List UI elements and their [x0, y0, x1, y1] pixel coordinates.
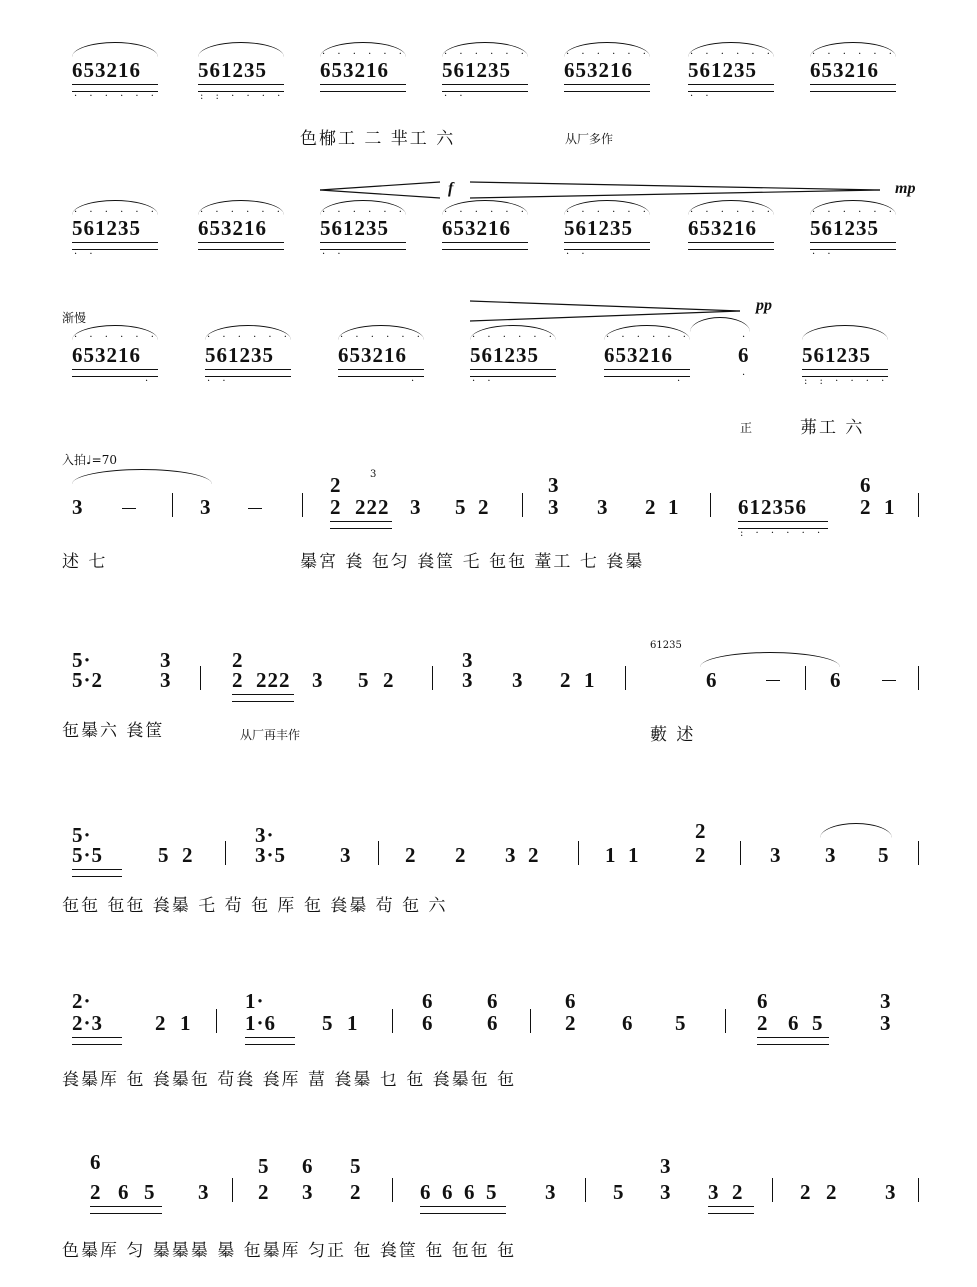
note-high: 5· [72, 823, 92, 847]
note: 3 [660, 1180, 672, 1204]
note: 2 [330, 495, 342, 519]
note: 5 [144, 1180, 156, 1204]
note-group: 653216 [564, 58, 633, 82]
note: 2 [232, 668, 244, 692]
note: 6 [788, 1011, 800, 1035]
note-group: 653216 [198, 216, 267, 240]
note: 2 [732, 1180, 744, 1204]
crescendo-hairpin [320, 180, 920, 200]
note: 3 [545, 1180, 557, 1204]
note-group: 561235 [564, 216, 633, 240]
note: 2 [565, 1011, 577, 1035]
note-high: 6 [302, 1154, 314, 1178]
note-group: 561235 [688, 58, 757, 82]
note: 2·3 [72, 1011, 104, 1035]
note-high: 3 [160, 648, 172, 672]
note: 3·5 [255, 843, 287, 867]
note: 2 [478, 495, 490, 519]
note-group: 561235 [442, 58, 511, 82]
note: 1 [347, 1011, 359, 1035]
note: 2 [405, 843, 417, 867]
note: 6 [487, 1011, 499, 1035]
note-high: 3 [462, 648, 474, 672]
note: 3 [825, 843, 837, 867]
tablature-row: 曓宮 㷃 㐌匀 㷃筐 乇 㐌㐌 蕫工 七 㷃曓 [300, 552, 645, 572]
note: 5 [455, 495, 467, 519]
note-single: 6 [738, 343, 750, 367]
note: 3 [548, 495, 560, 519]
note: 2 [155, 1011, 167, 1035]
note: 2 [455, 843, 467, 867]
note-high: 2 [330, 473, 342, 497]
note: 3 [72, 495, 84, 519]
note: 2 [826, 1180, 838, 1204]
note-high: 5· [72, 648, 92, 672]
note-high: 6 [860, 473, 872, 497]
note: 3 [708, 1180, 720, 1204]
note-group: 653216 [810, 58, 879, 82]
note: 3 [885, 1180, 897, 1204]
note: 5 [322, 1011, 334, 1035]
note-high: 3· [255, 823, 275, 847]
note-high: 3 [660, 1154, 672, 1178]
note: 3 [505, 843, 517, 867]
note-group: 222 [256, 668, 291, 692]
note-high: 6 [487, 989, 499, 1013]
note: 2 [528, 843, 540, 867]
note: 1 [628, 843, 640, 867]
note-high: 3 [880, 989, 892, 1013]
note: 1·6 [245, 1011, 277, 1035]
tablature-row: 藪 述 [650, 725, 696, 745]
note-group: 561235 [810, 216, 879, 240]
note: 6 [442, 1180, 454, 1204]
note: 6 [622, 1011, 634, 1035]
note: 5 [812, 1011, 824, 1035]
note: 5·5 [72, 843, 104, 867]
note-high: 3 [548, 473, 560, 497]
note: 6 [422, 1011, 434, 1035]
note: 1 [884, 495, 896, 519]
note: 2 [757, 1011, 769, 1035]
note: 2 [560, 668, 572, 692]
tablature-row: 述 七 [62, 552, 108, 572]
note: 2 [695, 843, 707, 867]
tempo-marking: 入拍♩=70 [62, 453, 117, 467]
note-high: 2 [695, 819, 707, 843]
note-group: 222 [355, 495, 390, 519]
note: 3 [200, 495, 212, 519]
note-group: 653216 [604, 343, 673, 367]
note-high: 6 [422, 989, 434, 1013]
note: 5 [878, 843, 890, 867]
tablature-row: 色㮋工 二 芈工 六 [300, 129, 456, 149]
note: 1 [584, 668, 596, 692]
note: 3 [302, 1180, 314, 1204]
performance-note: 从厂多作 [565, 132, 614, 146]
note: 2 [800, 1180, 812, 1204]
dynamic-mp: mp [895, 180, 916, 197]
note: 5 [158, 843, 170, 867]
note: 3 [312, 668, 324, 692]
note-high: 2· [72, 989, 92, 1013]
tablature-row: 色曓厍 匀 曓曓曓 曓 㐌曓厍 匀正 㐌 㷃筐 㐌 㐌㐌 㐌 [62, 1241, 517, 1261]
tablature-row: 㐌㐌 㐌㐌 㷃曓 乇 茍 㐌 厍 㐌 㷃曓 茍 㐌 六 [62, 896, 448, 916]
performance-note: 从厂再丰作 [240, 728, 301, 742]
dynamic-f: f [448, 180, 454, 197]
zheng-mark: 正 [740, 421, 753, 435]
note: 5 [486, 1180, 498, 1204]
note-high: 6 [90, 1150, 102, 1174]
note: 3 [340, 843, 352, 867]
note: 3 [160, 668, 172, 692]
note: 6 [420, 1180, 432, 1204]
note: 2 [383, 668, 395, 692]
note: 2 [258, 1180, 270, 1204]
note-group: 561235 [802, 343, 871, 367]
note: 3 [597, 495, 609, 519]
note: 1 [668, 495, 680, 519]
note-group: 561235 [205, 343, 274, 367]
note-group: 612356 [738, 495, 807, 519]
note: 1 [605, 843, 617, 867]
note-group: 653216 [72, 343, 141, 367]
note-high: 6 [565, 989, 577, 1013]
note: 3 [462, 668, 474, 692]
note: 3 [198, 1180, 210, 1204]
note: 2 [182, 843, 194, 867]
note-high: 2 [232, 648, 244, 672]
note: 6 [118, 1180, 130, 1204]
note-group: 561235 [320, 216, 389, 240]
note-group: 653216 [72, 58, 141, 82]
tablature-row: 茀工 六 [800, 418, 865, 438]
note: 1 [180, 1011, 192, 1035]
note: 2 [860, 495, 872, 519]
note: 5 [675, 1011, 687, 1035]
note: 5 [613, 1180, 625, 1204]
note: 2 [350, 1180, 362, 1204]
note-group: 561235 [198, 58, 267, 82]
note-group: 653216 [688, 216, 757, 240]
note: 3 [770, 843, 782, 867]
score-page: 653216 · · · · · · 561235 : : · · · · · · · · · · 653216 · · · · · · 561235 · · · · · · · · 653216 · · · · · · 561235 · · · · · · · · 653216 色㮋工 二 芈工 六 从厂多作 f mp · · · · · · 561235 · · · · · · · · 653216 · · · · · · 561235 · · · · · · · · 653216 · · · · · · 561235 · · · · · · · · 653216 · · · · · · 561235 · · 渐慢 pp · · · · · · 653216 · · · · · · · 561235 · · · · · · · · 653216 · · · · · · · 561235 · · · · · · · · 653216 · · 6 · 561235 : : · · · · 正 茀工 六 入拍♩=70 3 3 2 3 2 222 3 5 2 3 3 3 2 1 612356 : · · · · · 6 2 1 述 七 曓宮 㷃 㐌匀 㷃筐 乇 㐌㐌 蕫工 七 㷃曓 5· 5·2 3 3 2 2 222 3 5 2 3 3 3 2 1 61235 6 6 㐌曓六 㷃筐 从厂再丰作 藪 述 5· 5·5 5 2 3· 3·5 3 2 2 3 2 1 1 2 2 3 3 5 㐌㐌 㐌㐌 㷃曓 乇 茍 㐌 厍 㐌 㷃曓 茍 㐌 六 2· 2·3 2 1 1· 1·6 5 1 6 6 6 6 6 2 6 5 6 2 6 5 3 3 㷃曓厍 㐌 㷃曓㐌 茍㷃 㷃厍 葍 㷃曓 乜 㐌 㷃曓㐌 㐌 6 2 6 5 3 5 2 6 3 5 2 6 6 6 5 3 5 3 3 3 2 2 2 3 色曓厍 匀 曓曓曓 曓 㐌曓厍 匀正 㐌 㷃筐 㐌 㐌㐌 㐌 [0, 0, 977, 1287]
note: 5·2 [72, 668, 104, 692]
note: 6 [706, 668, 718, 692]
note: 6 [830, 668, 842, 692]
tablature-row: 㐌曓六 㷃筐 [62, 721, 165, 741]
note-group: 561235 [470, 343, 539, 367]
note-group: 653216 [338, 343, 407, 367]
note-high: 5 [350, 1154, 362, 1178]
note: 5 [358, 668, 370, 692]
note-high: 6 [757, 989, 769, 1013]
note: 3 [512, 668, 524, 692]
note: 2 [90, 1180, 102, 1204]
dynamic-pp: pp [756, 297, 772, 314]
note-high: 1· [245, 989, 265, 1013]
note: 2 [645, 495, 657, 519]
note: 3 [410, 495, 422, 519]
note: 3 [880, 1011, 892, 1035]
note-group: 653216 [442, 216, 511, 240]
grace-notes: 61235 [650, 640, 682, 651]
note-group: 653216 [320, 58, 389, 82]
tempo-marking-slow: 渐慢 [62, 311, 87, 325]
note-high: 5 [258, 1154, 270, 1178]
note-group: 561235 [72, 216, 141, 240]
tablature-row: 㷃曓厍 㐌 㷃曓㐌 茍㷃 㷃厍 葍 㷃曓 乜 㐌 㷃曓㐌 㐌 [62, 1070, 517, 1090]
triplet-mark: 3 [370, 469, 377, 480]
note: 6 [464, 1180, 476, 1204]
